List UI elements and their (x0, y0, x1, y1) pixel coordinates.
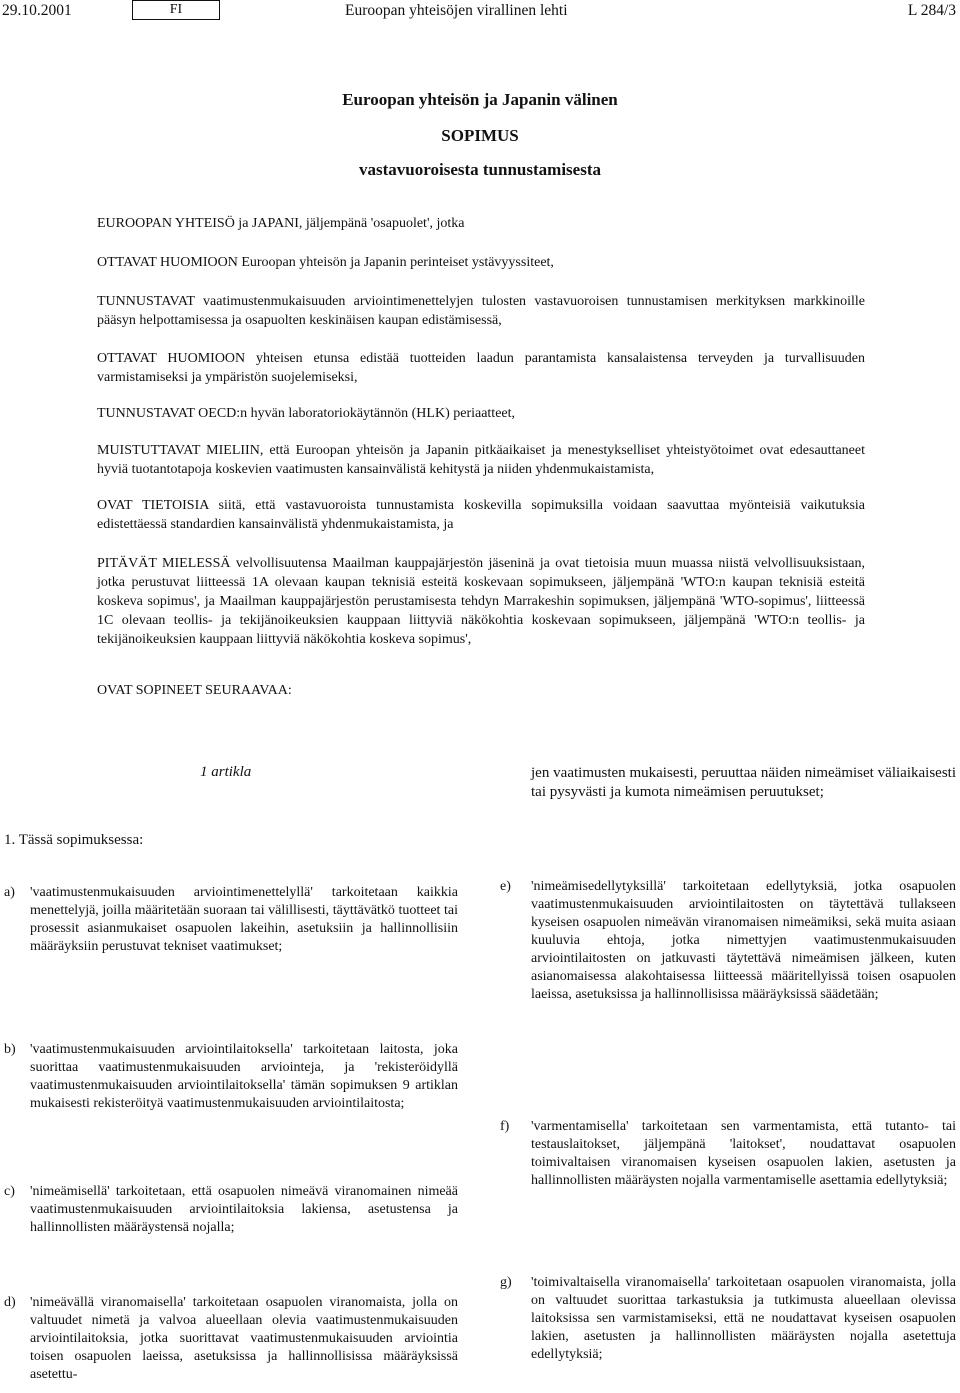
preamble-closing: OVAT SOPINEET SEURAAVAA: (97, 683, 292, 698)
definition-item (500, 1274, 956, 1364)
continuation-text: jen vaatimusten mukaisesti, peruuttaa näiden nimeämiset väliaikaisesti tai pysyvästi ja kumota nimeämisen peruutukset; (531, 765, 956, 800)
item-label: b) (4, 1042, 16, 1057)
item-label: g) (500, 1275, 512, 1290)
item-label: a) (4, 885, 15, 900)
preamble-paragraph: OTTAVAT HUOMIOON yhteisen etunsa edistää tuotteiden laadun parantamista kansalaistensa terveyden ja turvallisuuden varmistamiseksi ja ympäristön suojelemiseksi, (97, 351, 865, 385)
article-title: 1 artikla (200, 764, 252, 780)
item-text: 'nimeävällä viranomaisella' tarkoitetaan osapuolen viranomaista, jolla on valtuudet nimetä ja valvoa alueellaan olevia vaatimustenmukaisuuden arviointilaitoksia, jotka suorittavat vaatimustenmukaisuuden arviointia toisen osapuolen laeissa, asetuksissa ja hallinnollisissa määräyksissä asetettu- (30, 1295, 458, 1382)
page-header (0, 0, 960, 22)
agreement-title-line3: vastavuoroisesta tunnustamisesta (359, 160, 601, 179)
item-text: 'toimivaltaisella viranomaisella' tarkoitetaan osapuolen viranomaista, jolla on valtuudet suorittaa tarkastuksia ja tutkimusta alueellaan olevissa laitoksissa sen varmistamiseksi, että ne noudattavat kyseisen osapuolen lakien, asetusten ja hallinnollisten määräysten nojalla asetettuja edellytyksiä; (531, 1275, 956, 1362)
preamble-paragraph: OTTAVAT HUOMIOON Euroopan yhteisön ja Japanin perinteiset ystävyyssiteet, (97, 255, 554, 270)
item-text: 'nimeämisellä' tarkoitetaan, että osapuolen nimeävä viranomainen nimeää vaatimustenmukaisuuden arviointilaitoksia lakiensa, asetustensa ja hallinnollisten määräystensä nojalla; (30, 1184, 458, 1235)
preamble-paragraph: EUROOPAN YHTEISÖ ja JAPANI, jäljempänä 'osapuolet', jotka (97, 216, 465, 231)
item-label: f) (500, 1119, 510, 1134)
item-text: 'vaatimustenmukaisuuden arviointimenettelyllä' tarkoitetaan kaikkia menettelyjä, joilla määritetään suoraan tai välillisesti, täyttävätkö tuotteet tai prosessit asianmukaiset osapuolen lakeihin, asetuksiin ja hallinnollisiin määräyksiin perustuvat tekniset vaatimukset; (30, 885, 458, 954)
article-intro: 1. Tässä sopimuksessa: (4, 832, 144, 848)
item-label: e) (500, 879, 511, 894)
preamble-paragraph: MUISTUTTAVAT MIELIIN, että Euroopan yhteisön ja Japanin pitkäaikaiset ja menestykselliset yhteistyötoimet ovat edesauttaneet hyviä tuotantotapoja koskevien vaatimusten kansainvälistä kehitystä ja niiden yhdenmukaistamista, (97, 443, 865, 477)
item-text: 'varmentamisella' tarkoitetaan sen varmentamista, että tutanto- tai testauslaitokset, jäljempänä 'laitokset', noudattavat osapuolen toimivaltaisen viranomaisen kyseisen osapuolen lakien, asetusten ja hallinnollisten määräysten nojalla varmentamiselle asettamia edellytyksiä; (531, 1119, 956, 1188)
definition-item (4, 1294, 458, 1384)
agreement-title-line2: SOPIMUS (441, 126, 519, 145)
preamble-paragraph: TUNNUSTAVAT OECD:n hyvän laboratoriokäytännön (HLK) periaatteet, (97, 406, 516, 421)
definition-item (4, 884, 458, 956)
definition-item (500, 1118, 956, 1190)
journal-title: Euroopan yhteisöjen virallinen lehti (345, 2, 568, 19)
page-number: L 284/3 (907, 2, 956, 19)
preamble-paragraph: PITÄVÄT MIELESSÄ velvollisuutensa Maailman kauppajärjestön jäseninä ja ovat tietoisia muun muassa niistä velvollisuuksistaan, jotka perustuvat liitteessä 1A olevaan kaupan teknisiä esteitä koskevaan sopimukseen, jäljempänä 'WTO:n kaupan teknisiä esteitä koskeva sopimus', ja Maailman kauppajärjestön perustamisesta tehdyn Marrakeshin sopimuksen, jäljempänä 'WTO-sopimus', liitteessä 1C olevaan teollis- ja tekijänoikeuksien kauppaan liittyviä näkökohtia koskevaan sopimukseen, jäljempänä 'WTO:n teollis- ja tekijänoikeuksien kauppaan liittyviä näkökohtia koskeva sopimus', (97, 556, 865, 647)
preamble-paragraph: OVAT TIETOISIA siitä, että vastavuoroista tunnustamista koskevilla sopimuksilla voidaan saavuttaa myönteisiä vaikutuksia edistettäessä standardien kansainvälistä yhdenmukaistamista, ja (97, 498, 865, 532)
definition-item (4, 1183, 458, 1237)
preamble-paragraph: TUNNUSTAVAT vaatimustenmukaisuuden arviointimenettelyjen tulosten vastavuoroisen tunnustamisen merkityksen markkinoille pääsyn helpottamisessa ja osapuolten keskinäisen kaupan edistämisessä, (97, 294, 865, 328)
item-text: 'nimeämisedellytyksillä' tarkoitetaan edellytyksiä, jotka osapuolen vaatimustenmukaisuuden arviointilaitosten on täytettävä tullakseen kyseisen osapuolen nimeävän viranomaisen nimeämiksi, sekä muita asiaan kuuluvia ehtoja, jotka nimettyjen vaatimustenmukaisuuden arviointilaitosten on jatkuvasti täytettävä nimeämisen jälkeen, kuten asianomaisessa alakohtaisessa liitteessä määritellyissä toisen osapuolen laeissa, asetuksissa ja hallinnollisissa määräyksissä säädetään; (531, 879, 956, 1002)
agreement-title-line1: Euroopan yhteisön ja Japanin välinen (342, 90, 618, 109)
publication-date: 29.10.2001 (2, 2, 72, 19)
item-label: d) (4, 1295, 16, 1310)
item-label: c) (4, 1184, 15, 1199)
definition-item (4, 1041, 458, 1113)
item-text: 'vaatimustenmukaisuuden arviointilaitoksella' tarkoitetaan laitosta, joka suorittaa vaatimustenmukaisuuden arviointeja, ja 'rekisteröidyllä vaatimustenmukaisuuden arviointilaitoksella' tämän sopimuksen 9 artiklan mukaisesti rekisteröityä vaatimustenmukaisuuden arviointilaitosta; (30, 1042, 458, 1111)
definition-item (500, 878, 956, 1004)
language-box: FI (132, 0, 220, 20)
